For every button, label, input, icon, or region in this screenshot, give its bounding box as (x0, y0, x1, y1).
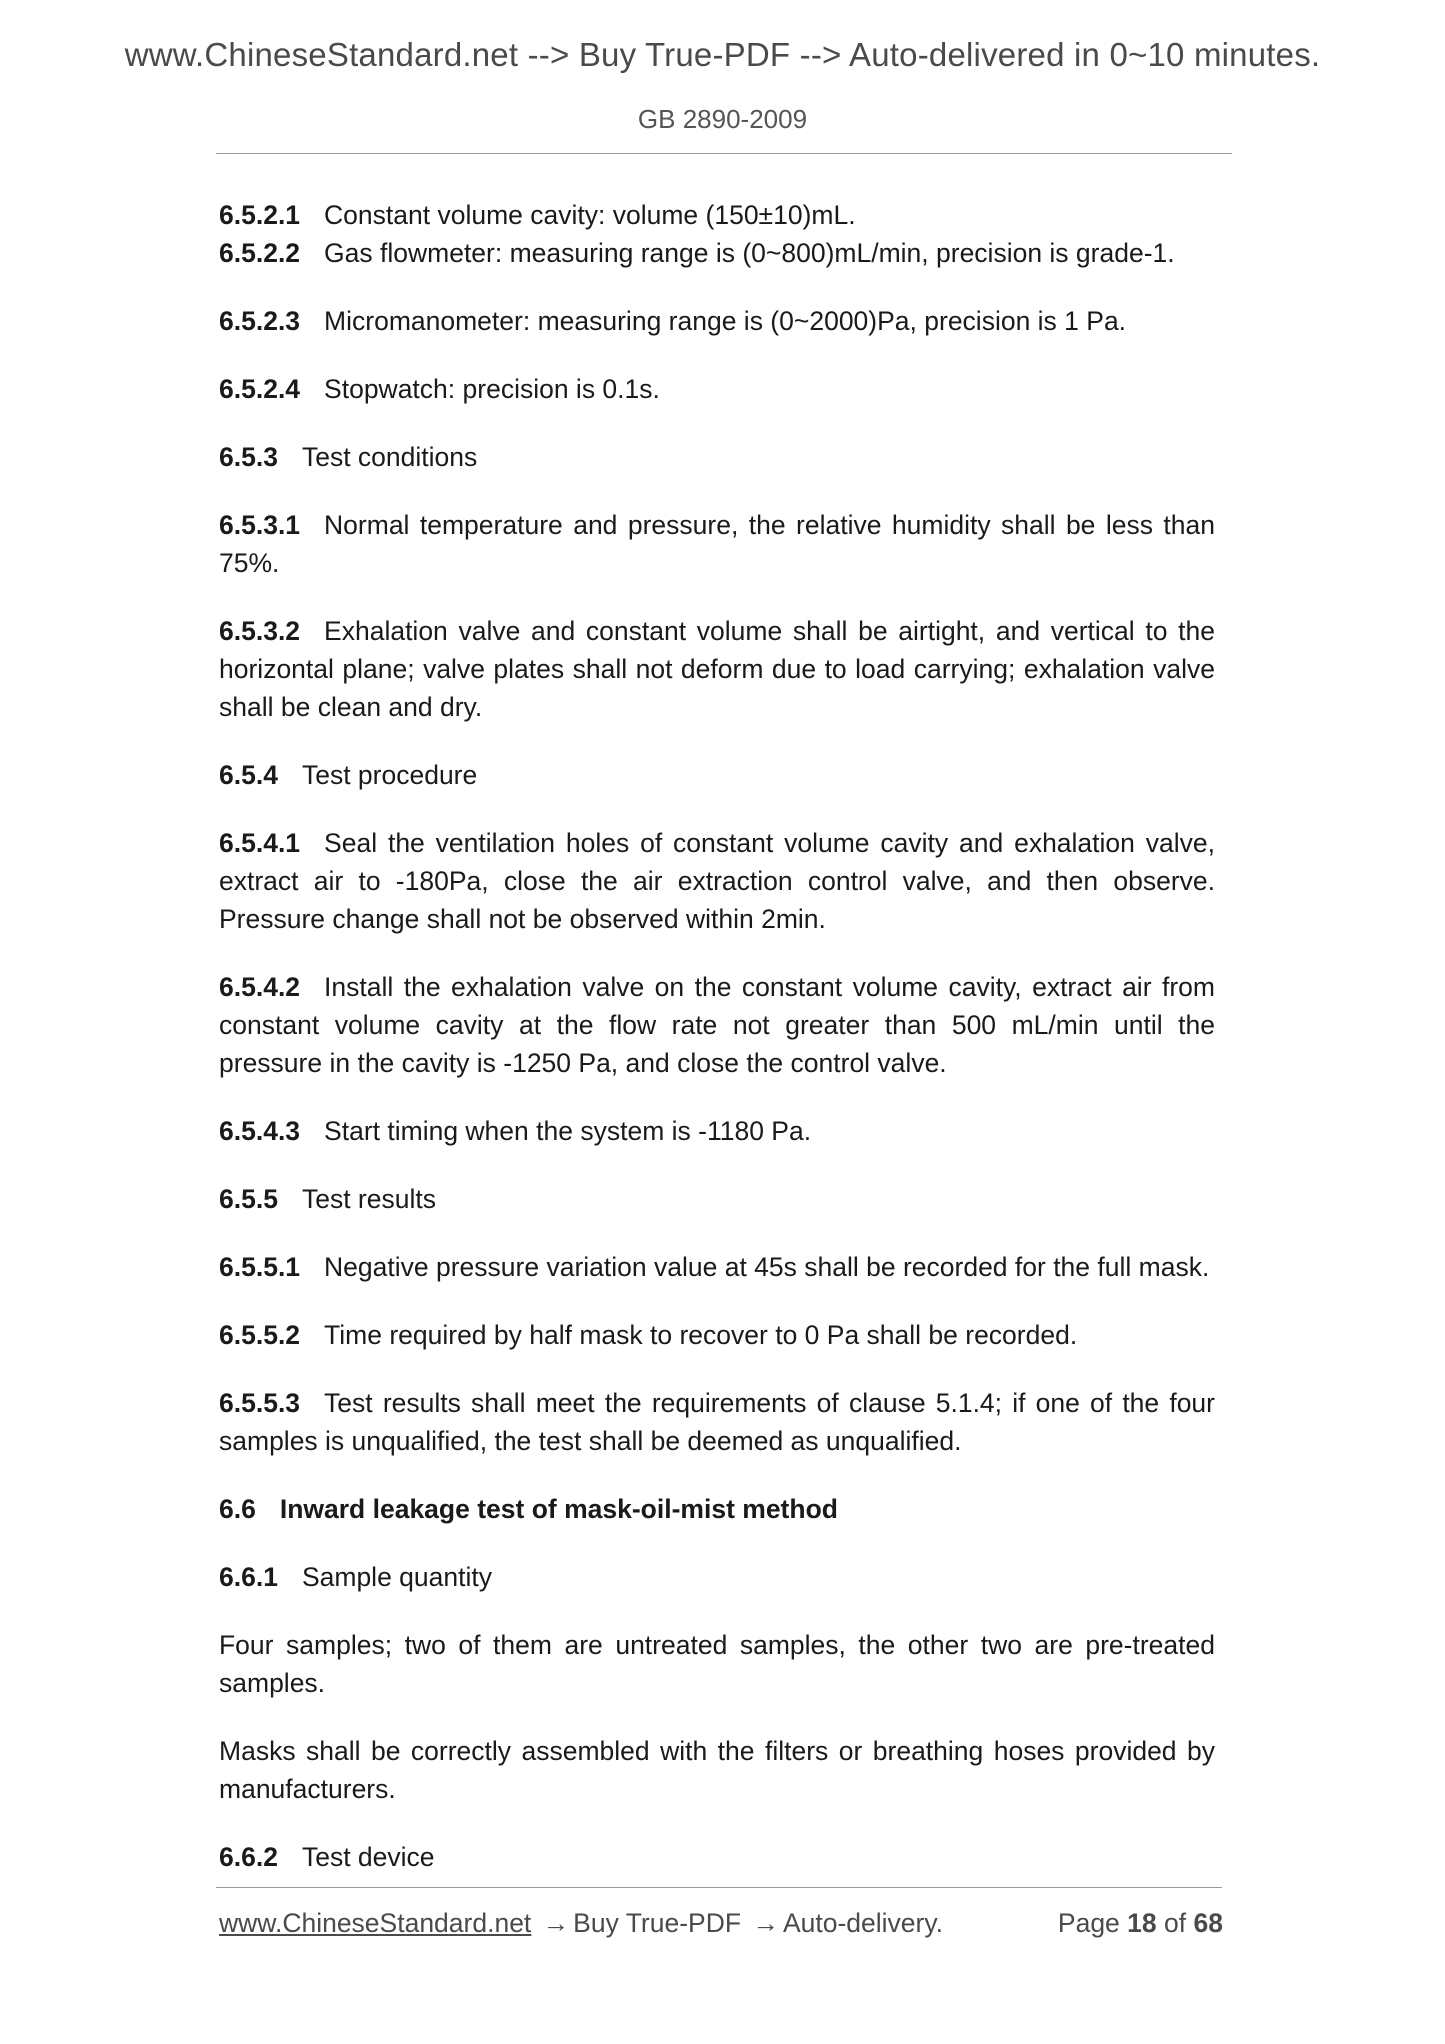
paragraph-text: Masks shall be correctly assembled with the filters or breathing hoses provided by manufacturers. (219, 1736, 1215, 1804)
clause-number: 6.5.3.2 (219, 616, 301, 646)
clause-number: 6.5.2.2 (219, 238, 301, 268)
clause-6-5-3-1 (219, 506, 1215, 582)
arrow-right-icon: → (542, 1908, 570, 1938)
clause-text: Test procedure (301, 760, 478, 790)
clause-6-5-4-1 (219, 824, 1215, 938)
arrow-right-icon: → (752, 1908, 779, 1938)
clause-6-5-5-2 (219, 1316, 1215, 1354)
clause-6-5-4-3 (219, 1112, 1215, 1150)
clause-text: Start timing when the system is -1180 Pa. (324, 1116, 812, 1146)
clause-text: Normal temperature and pressure, the relative humidity shall be less than 75%. (219, 510, 1215, 578)
clause-6-5-4-2 (219, 968, 1215, 1082)
clause-number: 6.5.4.3 (219, 1116, 301, 1146)
clause-number: 6.6.1 (219, 1562, 278, 1592)
clause-6-5-2-2 (219, 234, 1215, 272)
clause-text: Negative pressure variation value at 45s shall be recorded for the full mask. (324, 1252, 1210, 1282)
page-indicator (1058, 1905, 1223, 1941)
page-current: 18 (1127, 1908, 1157, 1938)
footer-delivery-text: Auto-delivery. (782, 1908, 943, 1938)
clause-text: Test results (301, 1184, 436, 1214)
clause-text: Stopwatch: precision is 0.1s. (324, 374, 660, 404)
clause-number: 6.5.5.2 (219, 1320, 301, 1350)
standard-code: GB 2890-2009 (637, 104, 808, 134)
clause-text: Micromanometer: measuring range is (0~2000)Pa, precision is 1 Pa. (324, 306, 1127, 336)
clause-number: 6.5.2.4 (219, 374, 301, 404)
clause-text: Test conditions (301, 442, 478, 472)
clause-number: 6.6 (219, 1494, 256, 1524)
page-footer (219, 1905, 1223, 1941)
clause-text: Seal the ventilation holes of constant volume cavity and exhalation valve, extract air to -180Pa, close the air extraction control valve, and then observe. Pressure change shall not be observed within 2min. (219, 828, 1215, 934)
footer-divider (216, 1887, 1222, 1888)
paragraph-text: Four samples; two of them are untreated samples, the other two are pre-treated samples. (219, 1630, 1215, 1698)
clause-text: Time required by half mask to recover to 0 Pa shall be recorded. (324, 1320, 1078, 1350)
clause-number: 6.5.3 (219, 442, 278, 472)
clause-number: 6.5.4.2 (219, 972, 301, 1002)
clause-number: 6.5.3.1 (219, 510, 301, 540)
clause-number: 6.5.4.1 (219, 828, 301, 858)
clause-6-5-3-2 (219, 612, 1215, 726)
page-word: Page (1057, 1908, 1120, 1938)
body-paragraph-samples (219, 1626, 1215, 1702)
clause-number: 6.5.2.1 (219, 200, 301, 230)
clause-text: Exhalation valve and constant volume shall be airtight, and vertical to the horizontal plane; valve plates shall not deform due to load carrying; exhalation valve shall be clean and dry. (219, 616, 1215, 722)
body-paragraph-masks (219, 1732, 1215, 1808)
clause-text: Gas flowmeter: measuring range is (0~800)mL/min, precision is grade-1. (324, 238, 1175, 268)
clause-text: Install the exhalation valve on the constant volume cavity, extract air from constant volume cavity at the flow rate not greater than 500 mL/min until the pressure in the cavity is -1250 Pa, and close the control valve. (219, 972, 1215, 1078)
clause-6-6-2 (219, 1838, 1215, 1876)
document-body (219, 196, 1215, 1876)
clause-6-5-3 (219, 438, 1215, 476)
clause-6-5-5-3 (219, 1384, 1215, 1460)
clause-6-5-2-1 (219, 196, 1215, 234)
banner-text: www.ChineseStandard.net --> Buy True-PDF --> Auto-delivered in 0~10 minutes. (124, 36, 1321, 73)
clause-6-5-5 (219, 1180, 1215, 1218)
clause-number: 6.5.5.1 (219, 1252, 301, 1282)
clause-text: Sample quantity (301, 1562, 492, 1592)
clause-6-5-5-1 (219, 1248, 1215, 1286)
header-divider (216, 153, 1232, 154)
clause-number: 6.5.2.3 (219, 306, 301, 336)
clause-text: Test results shall meet the requirements of clause 5.1.4; if one of the four samples is unqualified, the test shall be deemed as unqualified. (219, 1388, 1215, 1456)
clause-6-6-1 (219, 1558, 1215, 1596)
clause-number: 6.5.4 (219, 760, 278, 790)
clause-number: 6.5.5.3 (219, 1388, 301, 1418)
clause-number: 6.5.5 (219, 1184, 278, 1214)
page-total: 68 (1193, 1908, 1223, 1938)
section-6-6-heading (219, 1490, 1215, 1528)
footer-site-link[interactable]: www.ChineseStandard.net (219, 1908, 532, 1938)
of-word: of (1164, 1908, 1187, 1938)
clause-6-5-2-3 (219, 302, 1215, 340)
section-title: Inward leakage test of mask-oil-mist method (279, 1494, 838, 1524)
clause-text: Test device (301, 1842, 435, 1872)
footer-buy-text: Buy True-PDF (573, 1908, 742, 1938)
clause-number: 6.6.2 (219, 1842, 278, 1872)
clause-6-5-2-4 (219, 370, 1215, 408)
clause-text: Constant volume cavity: volume (150±10)mL. (324, 200, 856, 230)
clause-6-5-4 (219, 756, 1215, 794)
